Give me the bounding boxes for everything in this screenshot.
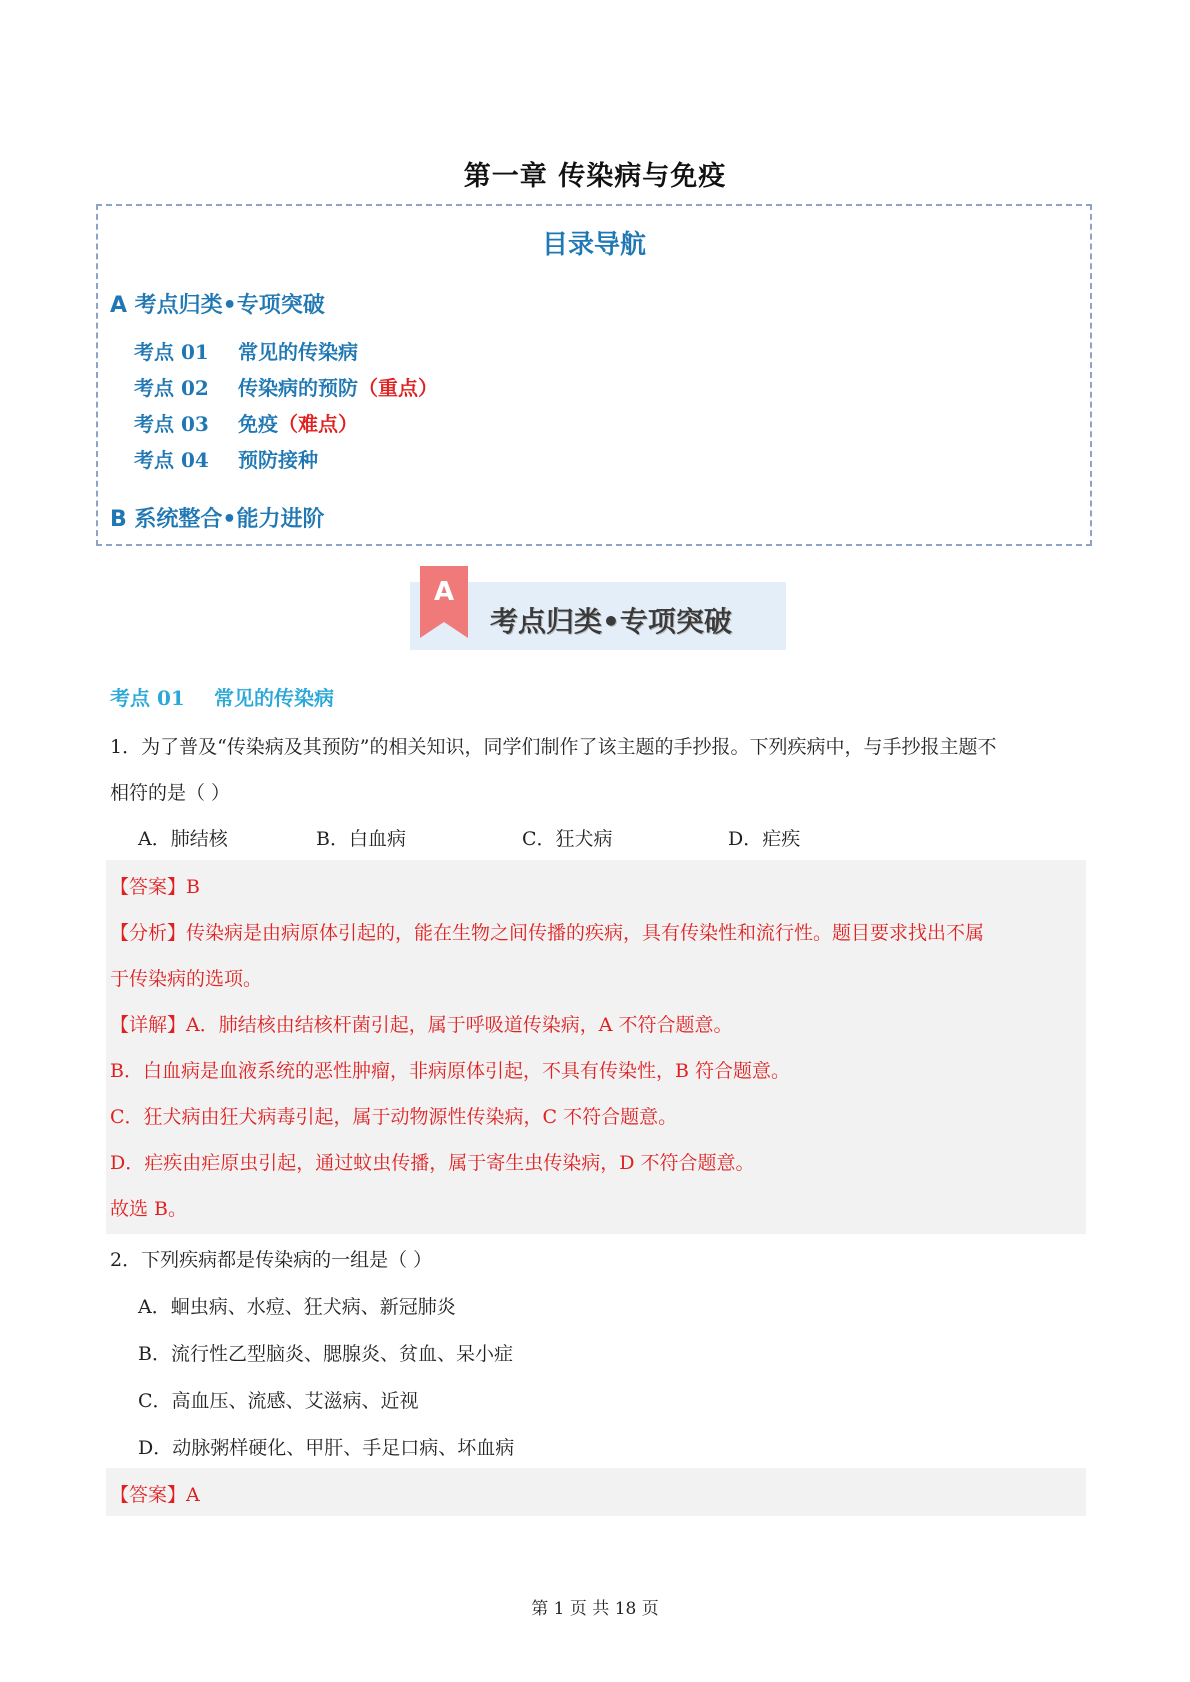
q1-analysis-line2: 于传染病的选项。 (110, 968, 263, 990)
q1-conclusion: 故选 B。 (110, 1198, 188, 1220)
q1-stem-line2: 相符的是（ ） (110, 782, 231, 804)
toc-item-title: 传染病的预防 (238, 376, 358, 400)
q1-answer-box (106, 860, 1086, 1234)
q2-option-a: A．蛔虫病、水痘、狂犬病、新冠肺炎 (138, 1296, 456, 1318)
toc-item-number: 考点 04 (134, 448, 209, 472)
kp-title: 常见的传染病 (214, 686, 334, 710)
toc-item-number: 考点 03 (134, 412, 209, 436)
q1-option-c: C．狂犬病 (522, 828, 613, 850)
toc-item-tag: （难点） (278, 412, 358, 436)
q2-answer: 【答案】A (110, 1484, 200, 1506)
banner-title: 考点归类•专项突破 (490, 605, 732, 638)
toc-section-b[interactable]: B 系统整合•能力进阶 (110, 507, 325, 532)
q1-option-a: A．肺结核 (138, 828, 228, 850)
toc-item-title: 预防接种 (238, 448, 318, 472)
toc-section-a[interactable]: A 考点归类•专项突破 (110, 293, 325, 318)
q2-option-d: D．动脉粥样硬化、甲肝、手足口病、坏血病 (138, 1437, 515, 1459)
toc-item-tag: （重点） (358, 376, 438, 400)
toc-item-kp03[interactable] (134, 408, 358, 437)
page-footer: 第 1 页 共 18 页 (531, 1599, 659, 1619)
toc-item-kp01[interactable] (134, 336, 358, 365)
toc-item-title: 常见的传染病 (238, 340, 358, 364)
q1-detail-c: C．狂犬病由狂犬病毒引起，属于动物源性传染病，C 不符合题意。 (110, 1106, 678, 1128)
q1-detail-a: 【详解】A．肺结核由结核杆菌引起，属于呼吸道传染病，A 不符合题意。 (110, 1014, 733, 1036)
q1-analysis-line1: 【分析】传染病是由病原体引起的，能在生物之间传播的疾病，具有传染性和流行性。题目要求找出不属 (110, 922, 985, 944)
toc-item-number: 考点 02 (134, 376, 209, 400)
toc-item-number: 考点 01 (134, 340, 209, 364)
section-a-banner (410, 566, 786, 650)
chapter-title: 第一章 传染病与免疫 (463, 161, 727, 192)
q1-option-b: B．白血病 (316, 828, 406, 850)
toc-box (96, 204, 1092, 546)
q1-option-d: D．疟疾 (728, 828, 801, 850)
kp-number: 考点 01 (110, 686, 185, 710)
toc-heading: 目录导航 (541, 230, 646, 260)
q2-option-b: B．流行性乙型脑炎、腮腺炎、贫血、呆小症 (138, 1343, 513, 1365)
q2-answer-box (106, 1468, 1086, 1516)
q1-answer: 【答案】B (110, 876, 200, 898)
q1-detail-b: B．白血病是血液系统的恶性肿瘤，非病原体引起，不具有传染性，B 符合题意。 (110, 1060, 790, 1082)
q2-stem: 2．下列疾病都是传染病的一组是（ ） (110, 1249, 433, 1271)
kp01-heading (110, 682, 334, 711)
q2-option-c: C．高血压、流感、艾滋病、近视 (138, 1390, 419, 1412)
ribbon-letter: A (433, 577, 455, 607)
toc-item-title: 免疫 (238, 412, 278, 436)
ribbon-a-icon (420, 566, 468, 638)
toc-item-kp02[interactable] (134, 372, 438, 401)
q1-detail-d: D．疟疾由疟原虫引起，通过蚊虫传播，属于寄生虫传染病，D 不符合题意。 (110, 1152, 755, 1174)
toc-item-kp04[interactable] (134, 444, 318, 473)
q1-stem-line1: 1．为了普及“传染病及其预防”的相关知识，同学们制作了该主题的手抄报。下列疾病中，与手抄报主题不 (110, 736, 997, 758)
